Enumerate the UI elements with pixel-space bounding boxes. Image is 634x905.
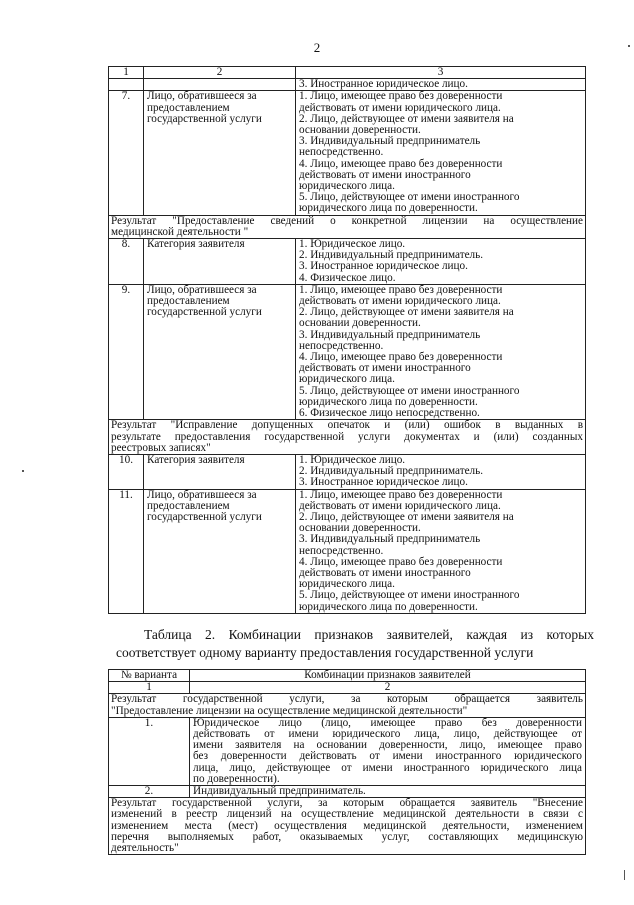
cell-line: 2. Индивидуальный предприниматель. bbox=[299, 465, 484, 478]
feature-row bbox=[109, 91, 586, 215]
feature-label-cell bbox=[144, 239, 296, 285]
cell-line: основании доверенности. bbox=[299, 124, 421, 137]
column-number-cell: 2 bbox=[190, 682, 586, 694]
combination-line: лица, лицо, действующее от имени иностранного юридического лица bbox=[193, 761, 582, 774]
cell-line: непосредственно. bbox=[299, 146, 384, 159]
combinations-header: Комбинации признаков заявителей bbox=[190, 670, 586, 682]
cell-line: Лицо, обратившееся за bbox=[147, 90, 257, 103]
result-line: медицинской деятельности " bbox=[111, 225, 249, 238]
cell-line: действовать от имени юридического лица. bbox=[299, 101, 501, 114]
result-line: результате предоставления государственной услуги документах и (или) созданных bbox=[111, 430, 583, 443]
cell-line: 4. Физическое лицо. bbox=[299, 271, 396, 284]
variant-row bbox=[109, 717, 586, 785]
cell-line: 4. Лицо, имеющее право без доверенности bbox=[299, 157, 503, 170]
table-header-row bbox=[109, 670, 586, 682]
combination-cell bbox=[190, 717, 586, 785]
cell-line: юридического лица по доверенности. bbox=[299, 395, 478, 408]
table-header-row bbox=[109, 67, 586, 79]
result-cell bbox=[109, 215, 586, 238]
cell-line: 5. Лицо, действующее от имени иностранного bbox=[299, 191, 520, 204]
table-2-caption: Таблица 2. Комбинации признаков заявителей, каждая из которых соответствует одному варианту предоставления государственной услуги bbox=[116, 627, 594, 661]
feature-label-cell bbox=[144, 284, 296, 419]
options-cell bbox=[296, 489, 586, 613]
result-row bbox=[109, 420, 586, 455]
feature-row bbox=[109, 239, 586, 285]
cell-line: 6. Физическое лицо непосредственно. bbox=[299, 407, 480, 420]
cell-line: 3. Иностранное юридическое лицо. bbox=[299, 260, 468, 273]
cell-line: 1. Лицо, имеющее право без доверенности bbox=[299, 90, 503, 103]
combination-line: имени заявителя на основании доверенности, лицо, имеющее право bbox=[193, 739, 582, 752]
empty-cell bbox=[109, 79, 144, 91]
column-number-row bbox=[109, 682, 586, 694]
row-number-cell: 8. bbox=[109, 239, 144, 285]
options-cell bbox=[296, 454, 586, 489]
scan-speck bbox=[628, 45, 630, 47]
column-number-cell: 2 bbox=[144, 67, 296, 79]
result-cell bbox=[109, 798, 586, 855]
result-line: изменением места (мест) осуществления медицинской деятельности, изменением bbox=[111, 819, 583, 832]
cell-line: 1. Юридическое лицо. bbox=[299, 453, 406, 466]
result-cell bbox=[109, 694, 586, 717]
page-number: 2 bbox=[313, 40, 321, 55]
applicant-combinations-table bbox=[108, 669, 586, 855]
cell-line: юридического лица по доверенности. bbox=[299, 202, 478, 215]
cell-line: юридического лица. bbox=[299, 373, 395, 386]
cell-line: 1. Юридическое лицо. bbox=[299, 238, 406, 251]
feature-row bbox=[109, 489, 586, 613]
cell-line: Категория заявителя bbox=[147, 238, 245, 251]
variant-number-header: № варианта bbox=[109, 670, 190, 682]
cell-line: предоставлением bbox=[147, 295, 230, 308]
cell-line: действовать от имени юридического лица. bbox=[299, 499, 501, 512]
cell-line: 4. Лицо, имеющее право без доверенности bbox=[299, 555, 503, 568]
cell-line: юридического лица. bbox=[299, 180, 395, 193]
cell-line: непосредственно. bbox=[299, 544, 384, 557]
cell-line: Категория заявителя bbox=[147, 453, 245, 466]
cell-line: 4. Лицо, имеющее право без доверенности bbox=[299, 351, 503, 364]
cell-line: основании доверенности. bbox=[299, 522, 421, 535]
result-cell bbox=[109, 420, 586, 455]
result-line: Результат "Предоставление сведений о конкретной лицензии на осуществление bbox=[111, 214, 583, 227]
scan-speck bbox=[624, 870, 625, 880]
cell-line: 1. Лицо, имеющее право без доверенности bbox=[299, 283, 503, 296]
feature-row bbox=[109, 284, 586, 419]
cell-line: 3. Индивидуальный предприниматель bbox=[299, 533, 481, 546]
cell-line: 2. Лицо, действующее от имени заявителя на bbox=[299, 112, 514, 125]
result-line: Результат государственной услуги, за которым обращается заявитель bbox=[111, 693, 583, 706]
cell-line: государственной услуги bbox=[147, 306, 262, 319]
feature-label-cell bbox=[144, 91, 296, 215]
cell-line: 3. Иностранное юридическое лицо. bbox=[299, 78, 468, 91]
applicant-combinations-table-body bbox=[109, 670, 586, 855]
continuation-row bbox=[109, 79, 586, 91]
result-line: Результат государственной услуги, за которым обращается заявитель "Внесение bbox=[111, 797, 583, 810]
column-number-cell: 1 bbox=[109, 67, 144, 79]
cell-line: предоставлением bbox=[147, 101, 230, 114]
variant-row bbox=[109, 786, 586, 798]
cell-line: 5. Лицо, действующее от имени иностранного bbox=[299, 589, 520, 602]
cell-line: 5. Лицо, действующее от имени иностранного bbox=[299, 384, 520, 397]
cell-line: юридического лица по доверенности. bbox=[299, 600, 478, 613]
variant-number-cell: 1. bbox=[109, 717, 190, 785]
cell-line: Лицо, обратившееся за bbox=[147, 488, 257, 501]
cell-line: государственной услуги bbox=[147, 510, 262, 523]
cell-line: действовать от имени юридического лица. bbox=[299, 295, 501, 308]
combination-line: Индивидуальный предприниматель. bbox=[193, 785, 366, 798]
result-row bbox=[109, 215, 586, 238]
cell-line: 2. Лицо, действующее от имени заявителя на bbox=[299, 306, 514, 319]
combination-line: по доверенности). bbox=[193, 772, 280, 785]
result-row bbox=[109, 798, 586, 855]
row-number-cell: 7. bbox=[109, 91, 144, 215]
cell-line: 2. Индивидуальный предприниматель. bbox=[299, 249, 484, 262]
cell-line: действовать от имени иностранного bbox=[299, 168, 471, 181]
cell-line: юридического лица. bbox=[299, 578, 395, 591]
row-number-cell: 11. bbox=[109, 489, 144, 613]
row-number-cell: 9. bbox=[109, 284, 144, 419]
cell-line: непосредственно. bbox=[299, 339, 384, 352]
result-line: реестровых записях" bbox=[111, 441, 211, 454]
cell-line: 2. Лицо, действующее от имени заявителя на bbox=[299, 510, 514, 523]
cell-line: предоставлением bbox=[147, 499, 230, 512]
variant-number-cell: 2. bbox=[109, 786, 190, 798]
options-cell bbox=[296, 91, 586, 215]
result-line: "Предоставление лицензии на осуществление медицинской деятельности" bbox=[111, 704, 468, 717]
cell-line: 3. Иностранное юридическое лицо. bbox=[299, 476, 468, 489]
combination-line: без доверенности действовать от имени иностранного юридического bbox=[193, 750, 582, 763]
cell-line: 3. Индивидуальный предприниматель bbox=[299, 328, 481, 341]
feature-label-cell bbox=[144, 489, 296, 613]
result-line: изменений в реестр лицензий на осуществление медицинской деятельности в связи с bbox=[111, 808, 583, 821]
column-number-cell: 1 bbox=[109, 682, 190, 694]
scan-speck bbox=[22, 470, 24, 472]
applicant-features-table bbox=[108, 66, 586, 614]
options-cell bbox=[296, 239, 586, 285]
cell-line: действовать от имени иностранного bbox=[299, 566, 471, 579]
row-number-cell: 10. bbox=[109, 454, 144, 489]
cell-line: действовать от имени иностранного bbox=[299, 362, 471, 375]
feature-row bbox=[109, 454, 586, 489]
empty-cell bbox=[144, 79, 296, 91]
options-cell bbox=[296, 284, 586, 419]
cell-line: основании доверенности. bbox=[299, 317, 421, 330]
cell-line: 3. Индивидуальный предприниматель bbox=[299, 135, 481, 148]
cell-line: Лицо, обратившееся за bbox=[147, 283, 257, 296]
result-row bbox=[109, 694, 586, 717]
combination-line: Юридическое лицо (лицо, имеющее право без доверенности bbox=[193, 716, 582, 729]
result-line: Результат "Исправление допущенных опечаток и (или) ошибок в выданных в bbox=[111, 419, 583, 432]
options-cell bbox=[296, 79, 586, 91]
result-line: деятельность" bbox=[111, 842, 179, 855]
combination-cell bbox=[190, 786, 586, 798]
cell-line: государственной услуги bbox=[147, 112, 262, 125]
column-number-cell: 3 bbox=[296, 67, 586, 79]
feature-label-cell bbox=[144, 454, 296, 489]
applicant-features-table-body bbox=[109, 67, 586, 614]
result-line: перечня выполняемых работ, оказываемых услуг, составляющих медицинскую bbox=[111, 830, 583, 843]
combination-line: действовать от имени юридического лица, лицо, действующее от bbox=[193, 728, 582, 741]
cell-line: 1. Лицо, имеющее право без доверенности bbox=[299, 488, 503, 501]
